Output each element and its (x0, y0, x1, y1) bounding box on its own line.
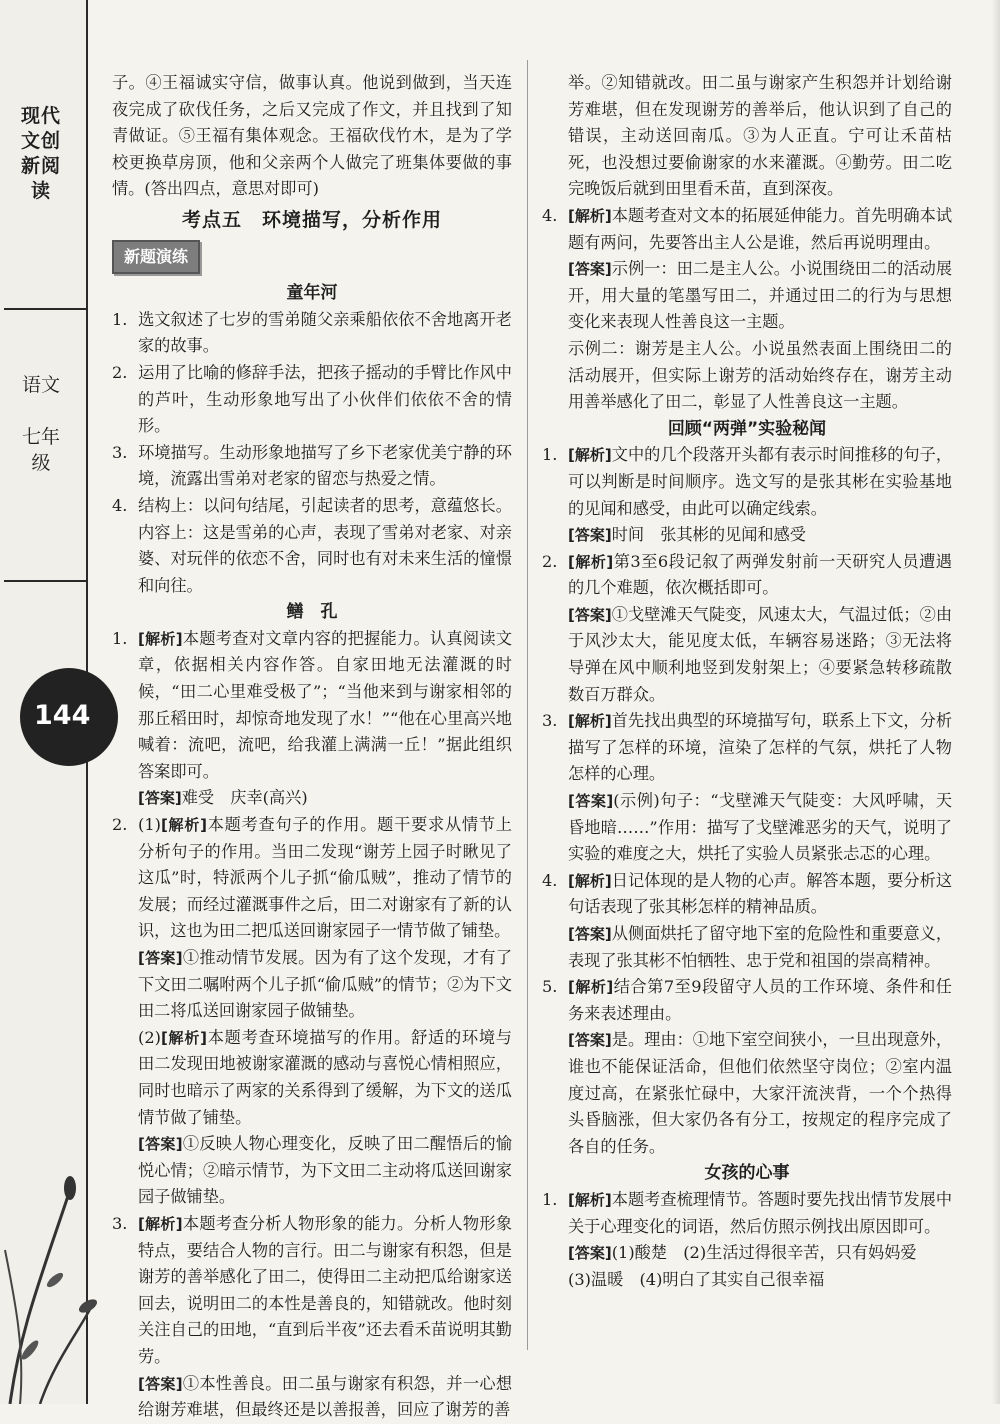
s3-question-3-answer: [答案](示例)句子：“戈壁滩天气陡变：大风呼啸，天昏地暗……”作用：描写了戈壁滩恶劣的天气，说明了实验的难度之大，烘托了实验人员紧张忐忑的心理。 (568, 791, 953, 864)
list-item: 3. 环境描写。生动形象地描写了乡下老家优美宁静的环境，流露出雪弟对老家的留恋与热爱之情。 (112, 442, 512, 489)
subject-grade (18, 372, 64, 476)
left-column (112, 70, 512, 1424)
column-divider (527, 60, 528, 1350)
s3-question-1-answer: [答案]时间 张其彬的见闻和感受 (568, 525, 806, 545)
story-title-shankong: 鳝 孔 (286, 602, 338, 623)
question-4-answer: [答案]示例一：田二是主人公。小说围绕田二的活动展开，用大量的笔墨写田二，并通过田二的行为与思想变化来表现人性善良这一主题。 (568, 259, 953, 332)
question-3-analysis: 3. [解析]本题考查分析人物形象的能力。分析人物形象特点，要结合人物的言行。田二与谢家有积怨，但是谢芳的善举感化了田二，使得田二主动把瓜给谢家送回去，说明田二的本性是善良的，知错就改。他时刻关注自己的田地，“直到后半夜”还去看禾苗说明其勤劳。 (112, 1213, 513, 1366)
sidebar-rule (4, 308, 86, 310)
list-item: 4. 结构上：以问句结尾，引起读者的思考，意蕴悠长。内容上：这是雪弟的心声，表现了雪弟对老家、对亲婆、对玩伴的依恋不舍，同时也有对未来生活的憧憬和向往。 (112, 495, 512, 595)
question-2b-answer: [答案]①反映人物心理变化，反映了田二醒悟后的愉悦心情；②暗示情节，为下文田二主动将瓜送回谢家园子做铺垫。 (138, 1134, 513, 1207)
s4-question-1-answer: [答案](1)酸楚 (2)生活过得很辛苦，只有妈妈爱 (568, 1243, 917, 1263)
question-2b-analysis: (2)[解析]本题考查环境描写的作用。舒适的环境与田二发现田地被谢家灌溉的感动与喜悦心情相照应，同时也暗示了两家的关系得到了缓解，为下文的送瓜情节做了铺垫。 (138, 1027, 512, 1127)
s4-question-1-analysis: 1. [解析]本题考查梳理情节。答题时要先找出情节发展中关于心理变化的词语，然后仿照示例找出原因即可。 (542, 1189, 953, 1236)
story-title-tongnianhe: 童年河 (286, 283, 338, 304)
intro-paragraph: 子。④王福诚实守信，做事认真。他说到做到，当天连夜完成了砍伐任务，之后又完成了作文，并且找到了知青做证。⑤王福有集体观念。王福砍伐竹木，是为了学校更换草房顶，他和父亲两个人做完了班集体要做的事情。(答出四点，意思对即可) (112, 73, 512, 199)
s3-question-3-analysis: 3. [解析]首先找出典型的环境描写句，联系上下文，分析描写了怎样的环境，渲染了怎样的气氛，烘托了人物怎样的心理。 (542, 711, 953, 784)
sidebar-rule-2 (4, 580, 86, 582)
series-title: 现代文创新阅读 (20, 105, 61, 202)
page-number: 144 (34, 700, 91, 731)
s3-question-2-analysis: 2. [解析]第3至6段记叙了两弹发射前一天研究人员遭遇的几个难题，依次概括即可。 (542, 551, 952, 598)
question-4-answer-2: 示例二：谢芳是主人公。小说虽然表面上围绕田二的活动展开，但实际上谢芳的活动始终存在，谢芳主动用善举感化了田二，彰显了人性善良这一主题。 (568, 338, 952, 412)
section-badge: 新题演练 (112, 240, 200, 275)
question-2a-analysis: 2. (1)[解析]本题考查句子的作用。题干要求从情节上分析句子的作用。当田二发现“谢芳上园子时瞅见了这瓜”时，特派两个儿子抓“偷瓜贼”，推动了情节的发展；而经过灌溉事件之后，田二对谢家有了新的认识，这也为田二把瓜送回谢家园子一情节做了铺垫。 (112, 815, 512, 941)
question-4-analysis: 4. [解析]本题考查对文本的拓展延伸能力。首先明确本试题有两问，先要答出主人公是谁，然后再说明理由。 (542, 205, 953, 252)
s3-question-4-analysis: 4. [解析]日记体现的是人物的心声。解答本题，要分析这句话表现了张其彬怎样的精神品质。 (542, 870, 953, 917)
s3-question-2-answer: [答案]①戈壁滩天气陡变，风速太大，气温过低；②由于风沙太大，能见度太低，车辆容易迷路；③无法将导弹在风中顺利地竖到发射架上；④要紧急转移疏散数百万群众。 (568, 604, 953, 704)
story-title-liangdan: 回顾“两弹”实验秘闻 (667, 418, 827, 439)
list-item: 2. 运用了比喻的修辞手法，把孩子摇动的手臂比作风中的芦叶，生动形象地写出了小伙伴们依依不舍的情形。 (112, 362, 512, 436)
page-number-badge (20, 668, 118, 766)
s4-question-1-answer-2: (3)温暖 (4)明白了其实自己很幸福 (568, 1269, 825, 1289)
section-heading: 考点五 环境描写，分析作用 (181, 208, 442, 231)
question-3-answer: [答案]①本性善良。田二虽与谢家有积怨，并一心想给谢芳难堪，但最终还是以善报善，回应了谢芳的善 (138, 1373, 513, 1420)
badge-wrap (112, 240, 512, 275)
question-2a-answer: [答案]①推动情节发展。因为有了这个发现，才有了下文田二嘱咐两个儿子抓“偷瓜贼”的情节；②为下文田二将瓜送回谢家园子做铺垫。 (138, 948, 513, 1021)
grade-label: 七年级 (21, 426, 60, 474)
list-item: 1. 选文叙述了七岁的雪弟随父亲乘船依依不舍地离开老家的故事。 (112, 309, 512, 356)
continued-answer: 举。②知错就改。田二虽与谢家产生积怨并计划给谢芳难堪，但在发现谢芳的善举后，他认识到了自己的错误，主动送回南瓜。③为人正直。宁可让禾苗枯死，也没想过要偷谢家的水来灌溉。④勤劳。田二吃完晚饭后就到田里看禾苗，直到深夜。 (568, 73, 952, 199)
plant-decoration-icon (0, 1130, 100, 1404)
story-title-nvhai: 女孩的心事 (704, 1163, 790, 1184)
question-1-analysis: 1. [解析]本题考查对文章内容的把握能力。认真阅读文章，依据相关内容作答。自家田地无法灌溉的时候，“田二心里难受极了”；“当他来到与谢家相邻的那丘稻田时，却惊奇地发现了水！”“他在心里高兴地喊着：流吧，流吧，给我灌上满满一丘！”据此组织答案即可。 (112, 628, 513, 781)
sidebar (0, 0, 91, 1404)
question-1-answer: [答案]难受 庆幸(高兴) (138, 788, 308, 808)
s3-question-5-analysis: 5. [解析]结合第7至9段留守人员的工作环境、条件和任务来表述理由。 (542, 977, 952, 1023)
page-edge-shadow (992, 0, 1000, 1404)
s3-question-4-answer: [答案]从侧面烘托了留守地下室的危险性和重要意义，表现了张其彬不怕牺牲、忠于党和祖国的崇高精神。 (568, 924, 953, 970)
subject-label: 语文 (21, 374, 60, 396)
right-column (542, 70, 952, 1293)
s3-question-1-analysis: 1. [解析]文中的几个段落开头都有表示时间推移的句子，可以判断是时间顺序。选文写的是张其彬在实验基地的见闻和感受，由此可以确定线索。 (542, 445, 953, 518)
s3-question-5-answer: [答案]是。理由：①地下室空间狭小，一旦出现意外，谁也不能保证活命，但他们依然坚守岗位；②室内温度过高，在紧张忙碌中，大家汗流浃背，一个个热得头昏脑涨，但大家仍各有分工，按规定的程序完成了各自的任务。 (568, 1030, 953, 1156)
